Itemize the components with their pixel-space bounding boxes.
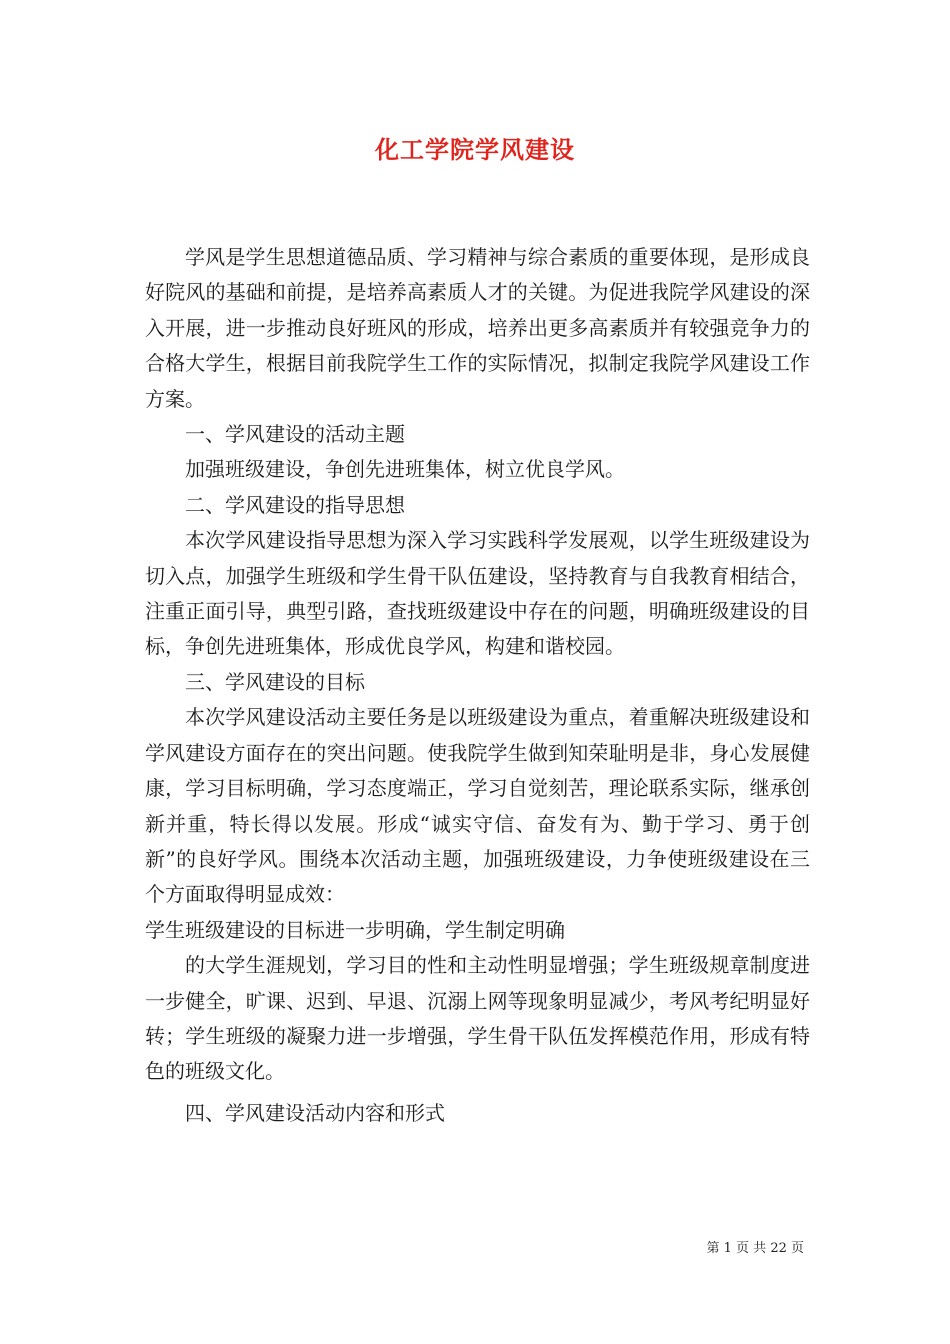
section-body-1: 加强班级建设，争创先进班集体，树立优良学风。	[185, 457, 625, 482]
section-body-3-continued: 学生班级建设的目标进一步明确，学生制定明确	[145, 917, 565, 942]
section-body-3: 本次学风建设活动主要任务是以班级建设为重点，着重解决班级建设和学风建设方面存在的突出问题。使我院学生做到知荣耻明是非，身心发展健康，学习目标明确，学习态度端正，学习自觉刻苦，理论联系实际，继承创新并重，特长得以发展。形成“诚实守信、奋发有为、勤于学习、勇于创新”的良好学风。围绕本次活动主题，加强班级建设，力争使班级建设在三个方面取得明显成效：	[145, 705, 810, 907]
intro-paragraph: 学风是学生思想道德品质、学习精神与综合素质的重要体现，是形成良好院风的基础和前提，是培养高素质人才的关键。为促进我院学风建设的深入开展，进一步推动良好班风的形成，培养出更多高素质并有较强竞争力的合格大学生，根据目前我院学生工作的实际情况，拟制定我院学风建设工作方案。	[145, 245, 810, 411]
section-heading-4: 四、学风建设活动内容和形式	[185, 1100, 445, 1125]
document-title: 化工学院学风建设	[375, 135, 575, 164]
section-heading-1: 一、学风建设的活动主题	[185, 422, 405, 447]
section-body-3-goals: 的大学生涯规划，学习目的性和主动性明显增强；学生班级规章制度进一步健全，旷课、迟到、早退、沉溺上网等现象明显减少，考风考纪明显好转；学生班级的凝聚力进一步增强，学生骨干队伍发挥模范作用，形成有特色的班级文化。	[145, 953, 810, 1084]
document-body	[145, 240, 810, 1131]
section-heading-3: 三、学风建设的目标	[185, 669, 365, 694]
section-body-2: 本次学风建设指导思想为深入学习实践科学发展观，以学生班级建设为切入点，加强学生班级和学生骨干队伍建设，坚持教育与自我教育相结合，注重正面引导，典型引路，查找班级建设中存在的问题，明确班级建设的目标，争创先进班集体，形成优良学风，构建和谐校园。	[145, 528, 810, 659]
section-heading-2: 二、学风建设的指导思想	[185, 492, 405, 517]
page-number: 第 1 页 共 22 页	[706, 1241, 804, 1256]
